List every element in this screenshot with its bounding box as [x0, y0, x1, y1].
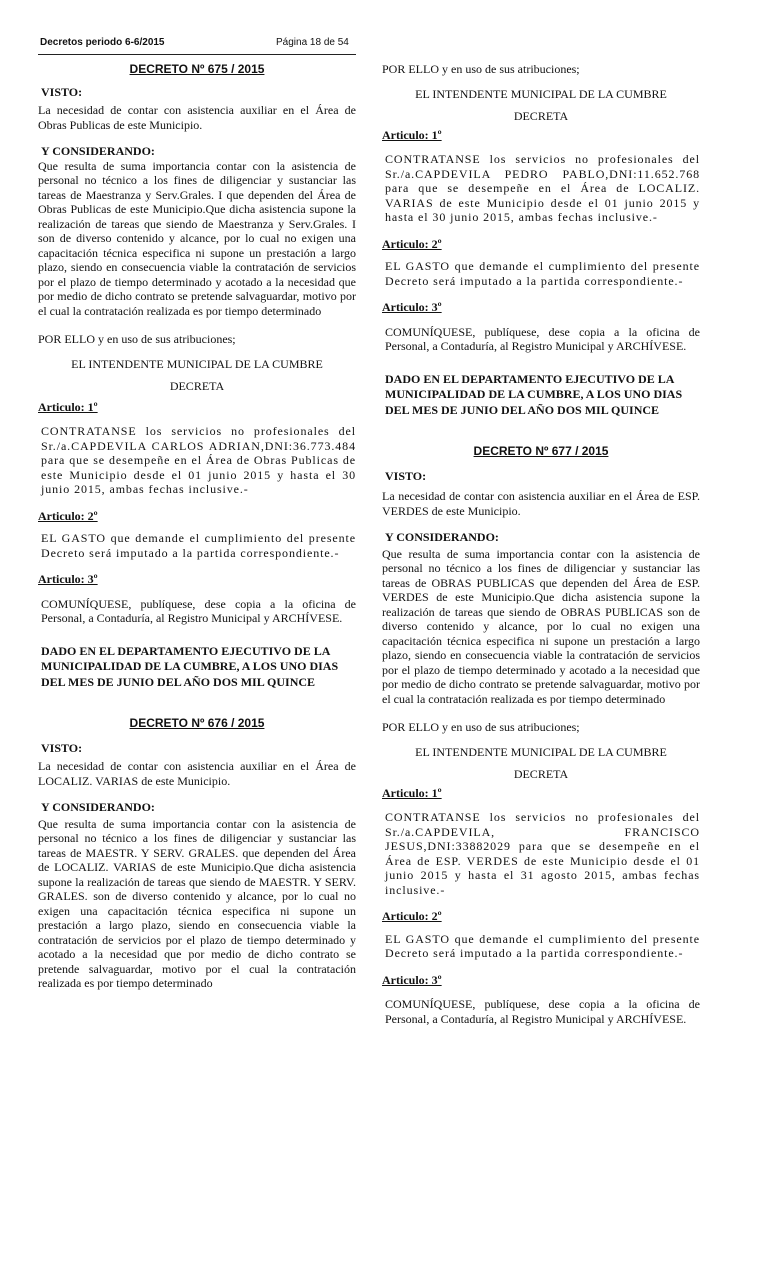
page-number: Página 18 de 54: [276, 37, 349, 48]
article-2-text: EL GASTO que demande el cumplimiento del presente Decreto será imputado a la partida correspondiente.-: [385, 931, 700, 960]
article-1-text: CONTRATANSE los servicios no profesionales del Sr./a.CAPDEVILA, FRANCISCO JESUS,DNI:33882029 para que se desempeñe en el Área de ESP. VERDES de este Municipio desde el 01 junio 2015 y hasta el 31 agosto 2015, ambas fechas inclusive.-: [385, 810, 700, 897]
por-ello-text: POR ELLO y en uso de sus atribuciones;: [38, 332, 236, 346]
left-column: [38, 62, 356, 991]
decreta-text: DECRETA: [513, 109, 569, 123]
decree-675: [38, 62, 356, 690]
article-3-heading: Articulo: 3º: [38, 572, 98, 586]
por-ello-text: POR ELLO y en uso de sus atribuciones;: [382, 720, 580, 734]
decreta-text: DECRETA: [169, 379, 225, 393]
intendente-text: EL INTENDENTE MUNICIPAL DE LA CUMBRE: [415, 744, 667, 759]
article-3-text: COMUNÍQUESE, publíquese, dese copia a la oficina de Personal, a Contaduría, al Registro Municipal y ARCHÍVESE.: [385, 324, 700, 353]
por-ello-text: POR ELLO y en uso de sus atribuciones;: [382, 62, 580, 76]
visto-heading: VISTO:: [41, 740, 83, 755]
considerando-heading: Y CONSIDERANDO:: [385, 530, 499, 544]
dado-text: DADO EN EL DEPARTAMENTO EJECUTIVO DE LA MUNICIPALIDAD DE LA CUMBRE, A LOS UNO DIAS DEL MES DE JUNIO DEL AÑO DOS MIL QUINCE: [41, 643, 339, 689]
article-1-heading: Articulo: 1º: [382, 127, 442, 142]
article-2-text: EL GASTO que demande el cumplimiento del presente Decreto será imputado a la partida correspondiente.-: [385, 259, 700, 288]
article-1-text: CONTRATANSE los servicios no profesionales del Sr./a.CAPDEVILA CARLOS ADRIAN,DNI:36.773.484 para que se desempeñe en el Área de Obras Publicas de este Municipio desde el 01 junio 2015 y hasta el 30 junio 2015, ambas fechas inclusive.-: [41, 424, 356, 496]
considerando-heading: Y CONSIDERANDO:: [41, 800, 155, 814]
visto-text: La necesidad de contar con asistencia auxiliar en el Área de ESP. VERDES de este Municipio.: [382, 489, 700, 518]
article-1-heading: Articulo: 1º: [38, 399, 98, 414]
article-3-text: COMUNÍQUESE, publíquese, dese copia a la oficina de Personal, a Contaduría, al Registro Municipal y ARCHÍVESE.: [385, 997, 700, 1026]
article-2-heading: Articulo: 2º: [382, 909, 442, 923]
visto-heading: VISTO:: [385, 468, 427, 483]
visto-heading: VISTO:: [41, 84, 83, 99]
decree-675-title: DECRETO Nº 675 / 2015: [129, 62, 265, 76]
decree-677-title: DECRETO Nº 677 / 2015: [473, 444, 609, 458]
header-title: Decretos periodo 6-6/2015: [40, 37, 165, 48]
decree-676: [38, 716, 356, 991]
decreta-text: DECRETA: [513, 767, 569, 781]
dado-text: DADO EN EL DEPARTAMENTO EJECUTIVO DE LA MUNICIPALIDAD DE LA CUMBRE, A LOS UNO DIAS DEL MES DE JUNIO DEL AÑO DOS MIL QUINCE: [385, 371, 683, 417]
decree-676-continued: [382, 62, 700, 418]
article-2-text: EL GASTO que demande el cumplimiento del presente Decreto será imputado a la partida correspondiente.-: [41, 531, 356, 560]
right-column: [382, 62, 700, 1026]
article-1-text: CONTRATANSE los servicios no profesionales del Sr./a.CAPDEVILA PEDRO PABLO,DNI:11.652.768 para que se desempeñe en el Área de LOCALIZ. VARIAS de este Municipio desde el 01 junio 2015 y hasta el 30 junio 2015, ambas fechas inclusive.-: [385, 152, 700, 224]
visto-text: La necesidad de contar con asistencia auxiliar en el Área de Obras Publicas de este Municipio.: [38, 103, 356, 132]
considerando-heading: Y CONSIDERANDO:: [41, 144, 155, 158]
decree-677: [382, 444, 700, 1026]
considerando-text: Que resulta de suma importancia contar con la asistencia de personal no técnico a los fines de diligenciar y sustanciar las tareas de OBRAS PUBLICAS que dependen del Área de ESP. VERDES de este Municipio.Que dicha asistencia supone la realización de tareas que siendo de OBRAS PUBLICAS son de diverso contenido y alcance, por lo cual no exigen una capacitación técnica especifica ni supone un prestación a largo plazo, siendo en consecuencia viable la contratación de servicios por el plazo de tiempo determinado y acotado a la necesidad que por medio de dicho contrato se pretende salvaguardar, motivo por el cual la contratación realizada es por tiempo determinado: [382, 546, 700, 706]
article-2-heading: Articulo: 2º: [382, 236, 442, 251]
article-1-heading: Articulo: 1º: [382, 785, 442, 800]
intendente-text: EL INTENDENTE MUNICIPAL DE LA CUMBRE: [71, 356, 323, 371]
page-header: [38, 34, 356, 55]
article-3-heading: Articulo: 3º: [382, 972, 442, 987]
article-3-text: COMUNÍQUESE, publíquese, dese copia a la oficina de Personal, a Contaduría, al Registro Municipal y ARCHÍVESE.: [41, 596, 356, 625]
article-2-heading: Articulo: 2º: [38, 508, 98, 523]
article-3-heading: Articulo: 3º: [382, 300, 442, 314]
considerando-text: Que resulta de suma importancia contar con la asistencia de personal no técnico a los fines de diligenciar y sustanciar las tareas de Maestranza y Serv.Grales. I que dependen del Área de Obras Publicas de este Municipio.Que dicha asistencia supone la realización de tareas que siendo de Maestranza y Serv.Grales. I son de diverso contenido y alcance, por lo cual no exigen una capacitación técnica especifica ni supone un prestación a largo plazo, siendo en consecuencia viable la contratación de servicios por el plazo de tiempo determinado y acotado a la necesidad que por medio de dicho contrato se pretende salvaguardar, motivo por el cual la contratación realizada es por tiempo determinado: [38, 158, 356, 318]
decree-676-title: DECRETO Nº 676 / 2015: [129, 716, 265, 730]
considerando-text: Que resulta de suma importancia contar con la asistencia de personal no técnico a los fines de diligenciar y sustanciar las tareas de MAESTR. Y SERV. GRALES. que dependen del Área de LOCALIZ. VARIAS de este Municipio.Que dicha asistencia supone la realización de tareas que siendo de MAESTR. Y SERV. GRALES. son de diverso contenido y alcance, por lo cual no exigen una capacitación técnica especifica ni supone un prestación a largo plazo, siendo en consecuencia viable la contratación de servicios por el plazo de tiempo determinado y acotado a la necesidad que por medio de dicho contrato se pretende salvaguardar, motivo por el cual la contratación realizada es por tiempo determinado: [38, 816, 356, 990]
visto-text: La necesidad de contar con asistencia auxiliar en el Área de LOCALIZ. VARIAS de este Municipio.: [38, 759, 356, 788]
intendente-text: EL INTENDENTE MUNICIPAL DE LA CUMBRE: [415, 86, 667, 101]
